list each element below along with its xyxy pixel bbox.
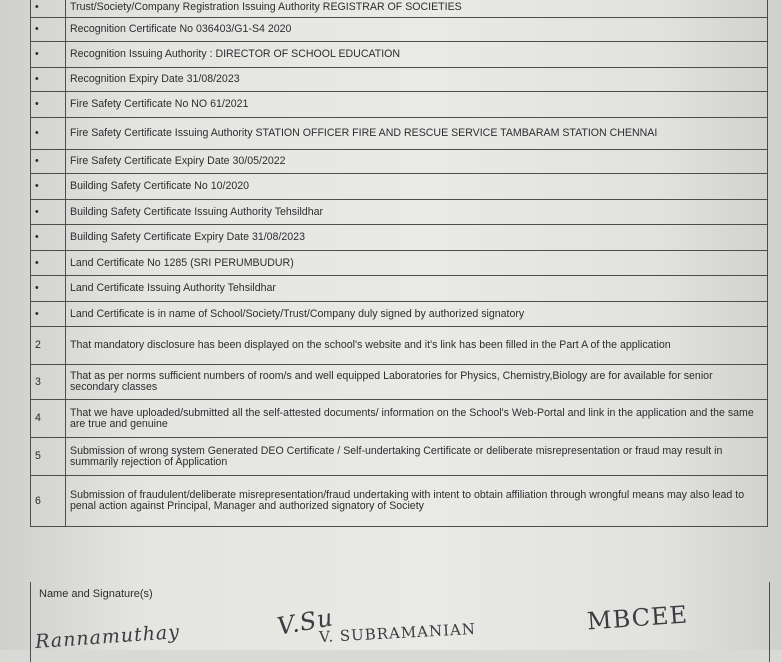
table-row <box>31 200 768 225</box>
row-marker: 3 <box>31 365 66 400</box>
table-row <box>31 42 768 68</box>
row-marker: 2 <box>31 327 66 365</box>
row-text: Land Certificate Issuing Authority Tehsildhar <box>66 276 768 302</box>
row-text: Land Certificate No 1285 (SRI PERUMBUDUR) <box>66 251 768 276</box>
row-marker: • <box>31 302 66 327</box>
row-text: Submission of fraudulent/deliberate misrepresentation/fraud undertaking with intent to obtain affiliation through wrongful means may also lead to penal action against Principal, Manager and authorized signatory of Society <box>66 476 768 527</box>
table-row <box>31 476 768 527</box>
table-row <box>31 302 768 327</box>
row-marker: • <box>31 118 66 150</box>
row-text: Recognition Certificate No 036403/G1-S4 2020 <box>66 18 768 42</box>
row-marker: • <box>31 200 66 225</box>
row-marker: • <box>31 251 66 276</box>
row-marker: 5 <box>31 438 66 476</box>
signature-4: MBCEE <box>586 600 689 636</box>
row-text: Land Certificate is in name of School/Society/Trust/Company duly signed by authorized signatory <box>66 302 768 327</box>
row-marker: • <box>31 0 66 18</box>
table-row <box>31 150 768 174</box>
row-marker: • <box>31 68 66 92</box>
row-text: That mandatory disclosure has been displayed on the school's website and it's link has been filled in the Part A of the application <box>66 327 768 365</box>
table-row <box>31 225 768 251</box>
row-marker: 4 <box>31 400 66 438</box>
signature-2: V.Su <box>274 603 336 641</box>
table-row <box>31 18 768 42</box>
table-row <box>31 438 768 476</box>
row-text: Building Safety Certificate No 10/2020 <box>66 174 768 200</box>
row-text: Trust/Society/Company Registration Issuing Authority REGISTRAR OF SOCIETIES <box>66 0 768 18</box>
row-marker: • <box>31 150 66 174</box>
table-row <box>31 0 768 18</box>
table-row <box>31 276 768 302</box>
table-row <box>31 400 768 438</box>
table-row <box>31 68 768 92</box>
row-text: That we have uploaded/submitted all the self-attested documents/ information on the School's Web-Portal and link in the application and the same are true and genuine <box>66 400 768 438</box>
row-marker: • <box>31 225 66 251</box>
table-row <box>31 365 768 400</box>
row-text: Building Safety Certificate Issuing Authority Tehsildhar <box>66 200 768 225</box>
row-text: Fire Safety Certificate Expiry Date 30/05/2022 <box>66 150 768 174</box>
row-text: That as per norms sufficient numbers of room/s and well equipped Laboratories for Physics, Chemistry,Biology are for available for senior secondary classes <box>66 365 768 400</box>
row-text: Recognition Expiry Date 31/08/2023 <box>66 68 768 92</box>
table-row <box>31 118 768 150</box>
row-text: Fire Safety Certificate Issuing Authority STATION OFFICER FIRE AND RESCUE SERVICE TAMBARAM STATION CHENNAI <box>66 118 768 150</box>
signature-3: V. SUBRAMANIAN <box>318 619 477 647</box>
row-text: Fire Safety Certificate No NO 61/2021 <box>66 92 768 118</box>
name-and-signature-label: Name and Signature(s) <box>39 588 153 600</box>
row-text: Submission of wrong system Generated DEO Certificate / Self-undertaking Certificate or deliberate misrepresentation or fraud may result in summarily rejection of Application <box>66 438 768 476</box>
row-marker: • <box>31 174 66 200</box>
row-marker: • <box>31 42 66 68</box>
signature-block <box>30 582 770 662</box>
row-text: Recognition Issuing Authority : DIRECTOR OF SCHOOL EDUCATION <box>66 42 768 68</box>
signature-1: Rannamuthay <box>34 620 181 654</box>
row-marker: • <box>31 18 66 42</box>
row-marker: 6 <box>31 476 66 527</box>
table-row <box>31 251 768 276</box>
table-row <box>31 327 768 365</box>
row-marker: • <box>31 276 66 302</box>
row-text: Building Safety Certificate Expiry Date 31/08/2023 <box>66 225 768 251</box>
affiliation-declaration-table <box>30 0 768 527</box>
row-marker: • <box>31 92 66 118</box>
table-row <box>31 174 768 200</box>
table-row <box>31 92 768 118</box>
